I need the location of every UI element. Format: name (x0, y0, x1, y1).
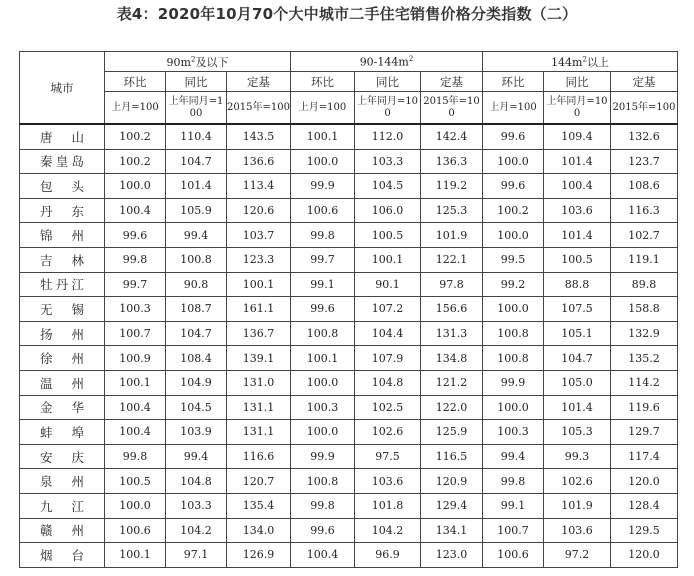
value-cell: 123.7 (611, 149, 678, 174)
sub-header-cell: 环比 (105, 72, 166, 92)
value-cell: 104.5 (355, 174, 421, 199)
value-cell: 99.8 (105, 247, 166, 272)
value-cell: 100.0 (291, 149, 355, 174)
sub-header-cell: 定基 (227, 72, 291, 92)
value-cell: 100.0 (483, 395, 544, 420)
value-cell: 129.5 (611, 518, 678, 543)
value-cell: 120.7 (227, 469, 291, 494)
table-row (20, 518, 678, 543)
value-cell: 100.8 (291, 321, 355, 346)
value-cell: 136.7 (227, 321, 291, 346)
value-cell: 131.1 (227, 395, 291, 420)
value-cell: 104.7 (544, 346, 611, 371)
value-cell: 100.1 (105, 370, 166, 395)
value-cell: 135.4 (227, 493, 291, 518)
value-cell: 99.6 (291, 297, 355, 322)
value-cell: 104.8 (166, 469, 227, 494)
table-row (20, 149, 678, 174)
city-cell: 唐山 (20, 124, 105, 149)
value-cell: 100.3 (483, 420, 544, 445)
value-cell: 112.0 (355, 124, 421, 149)
value-cell: 122.0 (421, 395, 483, 420)
table-row (20, 469, 678, 494)
value-cell: 100.0 (483, 223, 544, 248)
value-cell: 99.7 (291, 247, 355, 272)
city-cell: 蚌埠 (20, 420, 105, 445)
value-cell: 101.9 (544, 493, 611, 518)
value-cell: 100.0 (105, 174, 166, 199)
value-cell: 122.1 (421, 247, 483, 272)
value-cell: 99.4 (166, 223, 227, 248)
value-cell: 103.9 (166, 420, 227, 445)
sub-header-cell: 定基 (611, 72, 678, 92)
value-cell: 116.3 (611, 198, 678, 223)
table-row (20, 247, 678, 272)
city-cell: 温州 (20, 370, 105, 395)
value-cell: 99.6 (483, 124, 544, 149)
base-header-row (20, 92, 678, 125)
value-cell: 100.9 (105, 346, 166, 371)
value-cell: 100.2 (483, 198, 544, 223)
value-cell: 103.7 (227, 223, 291, 248)
value-cell: 102.6 (355, 420, 421, 445)
table-row (20, 297, 678, 322)
group-header-large: $144m^2$以上 (483, 52, 678, 72)
value-cell: 116.6 (227, 444, 291, 469)
value-cell: 99.6 (483, 174, 544, 199)
base-header-cell: 上月=100 (483, 92, 544, 125)
value-cell: 100.3 (105, 297, 166, 322)
value-cell: 100.7 (105, 321, 166, 346)
sub-header-cell: 环比 (291, 72, 355, 92)
sub-header-cell: 同比 (544, 72, 611, 92)
value-cell: 101.8 (355, 493, 421, 518)
value-cell: 97.1 (166, 543, 227, 568)
value-cell: 89.8 (611, 272, 678, 297)
city-cell: 金华 (20, 395, 105, 420)
value-cell: 96.9 (355, 543, 421, 568)
city-cell: 丹东 (20, 198, 105, 223)
value-cell: 100.0 (483, 297, 544, 322)
value-cell: 100.4 (544, 174, 611, 199)
value-cell: 100.3 (291, 395, 355, 420)
city-column-header: 城市 (20, 52, 105, 125)
sub-header-cell: 同比 (355, 72, 421, 92)
value-cell: 136.6 (227, 149, 291, 174)
value-cell: 113.4 (227, 174, 291, 199)
value-cell: 105.3 (544, 420, 611, 445)
value-cell: 99.4 (166, 444, 227, 469)
base-header-cell: 上月=100 (105, 92, 166, 125)
city-cell: 无锡 (20, 297, 105, 322)
value-cell: 101.9 (421, 223, 483, 248)
value-cell: 134.8 (421, 346, 483, 371)
value-cell: 103.6 (544, 518, 611, 543)
price-index-table (19, 51, 678, 568)
value-cell: 101.4 (544, 395, 611, 420)
table-row (20, 395, 678, 420)
value-cell: 100.4 (291, 543, 355, 568)
value-cell: 107.9 (355, 346, 421, 371)
value-cell: 99.3 (544, 444, 611, 469)
value-cell: 135.2 (611, 346, 678, 371)
city-cell: 烟台 (20, 543, 105, 568)
value-cell: 120.0 (611, 469, 678, 494)
value-cell: 108.7 (166, 297, 227, 322)
value-cell: 99.1 (291, 272, 355, 297)
value-cell: 100.6 (105, 518, 166, 543)
value-cell: 100.5 (544, 247, 611, 272)
table-row (20, 493, 678, 518)
value-cell: 100.1 (227, 272, 291, 297)
table-row (20, 223, 678, 248)
value-cell: 103.3 (166, 493, 227, 518)
value-cell: 119.6 (611, 395, 678, 420)
value-cell: 100.6 (483, 543, 544, 568)
table-row (20, 346, 678, 371)
value-cell: 116.5 (421, 444, 483, 469)
value-cell: 104.4 (355, 321, 421, 346)
value-cell: 120.0 (611, 543, 678, 568)
value-cell: 100.8 (483, 321, 544, 346)
value-cell: 102.5 (355, 395, 421, 420)
table-row (20, 444, 678, 469)
value-cell: 101.4 (166, 174, 227, 199)
city-cell: 包头 (20, 174, 105, 199)
value-cell: 103.6 (544, 198, 611, 223)
group-header-row (20, 52, 678, 72)
value-cell: 100.2 (105, 124, 166, 149)
value-cell: 103.6 (355, 469, 421, 494)
value-cell: 100.4 (105, 420, 166, 445)
value-cell: 100.0 (483, 149, 544, 174)
value-cell: 101.4 (544, 149, 611, 174)
value-cell: 100.7 (483, 518, 544, 543)
group-header-medium: $90-144m^2$ (291, 52, 483, 72)
value-cell: 99.5 (483, 247, 544, 272)
sub-header-cell: 定基 (421, 72, 483, 92)
value-cell: 104.5 (166, 395, 227, 420)
value-cell: 101.4 (544, 223, 611, 248)
value-cell: 100.1 (105, 543, 166, 568)
value-cell: 107.2 (355, 297, 421, 322)
value-cell: 119.1 (611, 247, 678, 272)
value-cell: 100.5 (355, 223, 421, 248)
city-cell: 徐州 (20, 346, 105, 371)
value-cell: 104.7 (166, 321, 227, 346)
value-cell: 100.4 (105, 395, 166, 420)
value-cell: 134.0 (227, 518, 291, 543)
value-cell: 100.8 (291, 469, 355, 494)
sub-header-cell: 环比 (483, 72, 544, 92)
value-cell: 105.1 (544, 321, 611, 346)
value-cell: 100.8 (483, 346, 544, 371)
value-cell: 156.6 (421, 297, 483, 322)
table-body (20, 124, 678, 567)
value-cell: 104.9 (166, 370, 227, 395)
city-cell: 秦皇岛 (20, 149, 105, 174)
value-cell: 103.3 (355, 149, 421, 174)
base-header-cell: 2015年=100 (421, 92, 483, 125)
value-cell: 108.4 (166, 346, 227, 371)
value-cell: 88.8 (544, 272, 611, 297)
value-cell: 99.8 (105, 444, 166, 469)
value-cell: 99.7 (105, 272, 166, 297)
value-cell: 99.6 (291, 518, 355, 543)
value-cell: 126.9 (227, 543, 291, 568)
value-cell: 128.4 (611, 493, 678, 518)
value-cell: 104.2 (355, 518, 421, 543)
value-cell: 123.0 (421, 543, 483, 568)
value-cell: 125.3 (421, 198, 483, 223)
value-cell: 129.7 (611, 420, 678, 445)
table-row (20, 272, 678, 297)
value-cell: 99.8 (291, 223, 355, 248)
value-cell: 99.4 (483, 444, 544, 469)
value-cell: 100.2 (105, 149, 166, 174)
value-cell: 99.2 (483, 272, 544, 297)
value-cell: 131.3 (421, 321, 483, 346)
value-cell: 102.6 (544, 469, 611, 494)
value-cell: 158.8 (611, 297, 678, 322)
table-title: 表4：2020年10月70个大中城市二手住宅销售价格分类指数（二） (116, 5, 578, 23)
value-cell: 99.8 (291, 493, 355, 518)
value-cell: 104.7 (166, 149, 227, 174)
value-cell: 161.1 (227, 297, 291, 322)
value-cell: 100.6 (291, 198, 355, 223)
value-cell: 100.0 (291, 370, 355, 395)
base-header-cell: 2015年=100 (227, 92, 291, 125)
table-row (20, 198, 678, 223)
value-cell: 90.8 (166, 272, 227, 297)
value-cell: 136.3 (421, 149, 483, 174)
value-cell: 129.4 (421, 493, 483, 518)
value-cell: 100.4 (105, 198, 166, 223)
value-cell: 100.8 (166, 247, 227, 272)
value-cell: 132.6 (611, 124, 678, 149)
value-cell: 110.4 (166, 124, 227, 149)
city-cell: 赣州 (20, 518, 105, 543)
table-row (20, 174, 678, 199)
value-cell: 104.8 (355, 370, 421, 395)
value-cell: 105.9 (166, 198, 227, 223)
value-cell: 99.1 (483, 493, 544, 518)
table-row (20, 321, 678, 346)
value-cell: 99.6 (105, 223, 166, 248)
value-cell: 117.4 (611, 444, 678, 469)
value-cell: 119.2 (421, 174, 483, 199)
base-header-cell: 上年同月=100 (544, 92, 611, 125)
value-cell: 105.0 (544, 370, 611, 395)
value-cell: 100.0 (291, 420, 355, 445)
city-cell: 九江 (20, 493, 105, 518)
base-header-cell: 上年同月=100 (166, 92, 227, 125)
value-cell: 100.1 (291, 124, 355, 149)
city-cell: 吉林 (20, 247, 105, 272)
sub-header-row (20, 72, 678, 92)
sub-header-cell: 同比 (166, 72, 227, 92)
city-cell: 锦州 (20, 223, 105, 248)
value-cell: 100.1 (291, 346, 355, 371)
base-header-cell: 上年同月=100 (355, 92, 421, 125)
value-cell: 120.9 (421, 469, 483, 494)
value-cell: 107.5 (544, 297, 611, 322)
table-row (20, 370, 678, 395)
group-header-small: $90m^2$及以下 (105, 52, 291, 72)
city-cell: 泉州 (20, 469, 105, 494)
value-cell: 131.1 (227, 420, 291, 445)
city-cell: 牡丹江 (20, 272, 105, 297)
value-cell: 143.5 (227, 124, 291, 149)
value-cell: 106.0 (355, 198, 421, 223)
table-header (20, 52, 678, 125)
value-cell: 97.5 (355, 444, 421, 469)
value-cell: 97.2 (544, 543, 611, 568)
value-cell: 100.1 (355, 247, 421, 272)
value-cell: 132.9 (611, 321, 678, 346)
value-cell: 123.3 (227, 247, 291, 272)
value-cell: 90.1 (355, 272, 421, 297)
value-cell: 102.7 (611, 223, 678, 248)
table-row (20, 543, 678, 568)
value-cell: 109.4 (544, 124, 611, 149)
table-row (20, 124, 678, 149)
table-row (20, 420, 678, 445)
value-cell: 108.6 (611, 174, 678, 199)
value-cell: 114.2 (611, 370, 678, 395)
value-cell: 100.5 (105, 469, 166, 494)
value-cell: 99.9 (291, 444, 355, 469)
base-header-cell: 上月=100 (291, 92, 355, 125)
value-cell: 131.0 (227, 370, 291, 395)
value-cell: 125.9 (421, 420, 483, 445)
value-cell: 104.2 (166, 518, 227, 543)
value-cell: 100.0 (105, 493, 166, 518)
value-cell: 139.1 (227, 346, 291, 371)
city-cell: 安庆 (20, 444, 105, 469)
city-cell: 扬州 (20, 321, 105, 346)
value-cell: 120.6 (227, 198, 291, 223)
value-cell: 97.8 (421, 272, 483, 297)
value-cell: 99.9 (483, 370, 544, 395)
value-cell: 142.4 (421, 124, 483, 149)
value-cell: 99.8 (483, 469, 544, 494)
value-cell: 121.2 (421, 370, 483, 395)
value-cell: 134.1 (421, 518, 483, 543)
value-cell: 99.9 (291, 174, 355, 199)
base-header-cell: 2015年=100 (611, 92, 678, 125)
